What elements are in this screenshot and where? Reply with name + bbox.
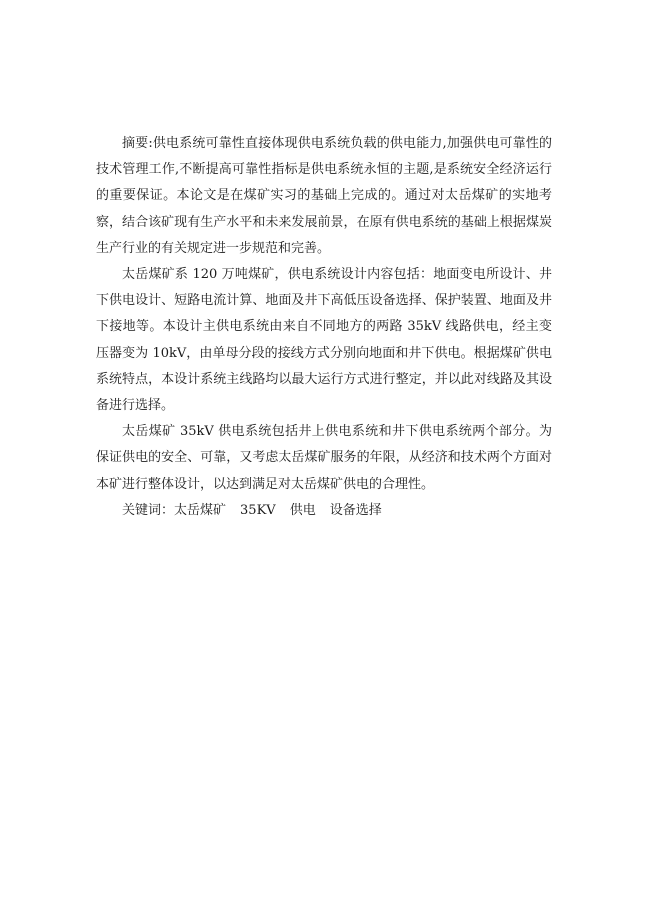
keywords-label: 关键词： xyxy=(122,502,175,518)
keyword-3: 供电 xyxy=(289,502,316,518)
keyword-4: 设备选择 xyxy=(329,502,382,518)
abstract-paragraph-1: 摘要:供电系统可靠性直接体现供电系统负载的供电能力,加强供电可靠性的技术管理工作,不断提高可靠性指标是供电系统永恒的主题,是系统安全经济运行的重要保证。本论文是在煤矿实习的基础上完成的。通过对太岳煤矿的实地考察，结合该矿现有生产水平和未来发展前景，在原有供电系统的基础上根据煤炭生产行业的有关规定进一步规范和完善。 xyxy=(96,136,552,256)
keyword-2: 35KV xyxy=(240,502,276,518)
abstract-paragraph-2: 太岳煤矿系 120 万吨煤矿，供电系统设计内容包括：地面变电所设计、井下供电设计、短路电流计算、地面及井下高低压设备选择、保护装置、地面及井下接地等。本设计主供电系统由来自不同地方的两路 35kV 线路供电，经主变压器变为 10kV，由单母分段的接线方式分别向地面和井下供电。根据煤矿供电系统特点，本设计系统主线路均以最大运行方式进行整定，并以此对线路及其设备进行选择。 xyxy=(96,267,552,414)
abstract-section xyxy=(96,131,552,524)
keyword-1: 太岳煤矿 xyxy=(174,502,227,518)
keywords-line xyxy=(96,498,552,524)
abstract-paragraph-3: 太岳煤矿 35kV 供电系统包括井上供电系统和井下供电系统两个部分。为保证供电的安全、可靠，又考虑太岳煤矿服务的年限，从经济和技术两个方面对本矿进行整体设计，以达到满足对太岳煤矿供电的合理性。 xyxy=(96,424,552,492)
